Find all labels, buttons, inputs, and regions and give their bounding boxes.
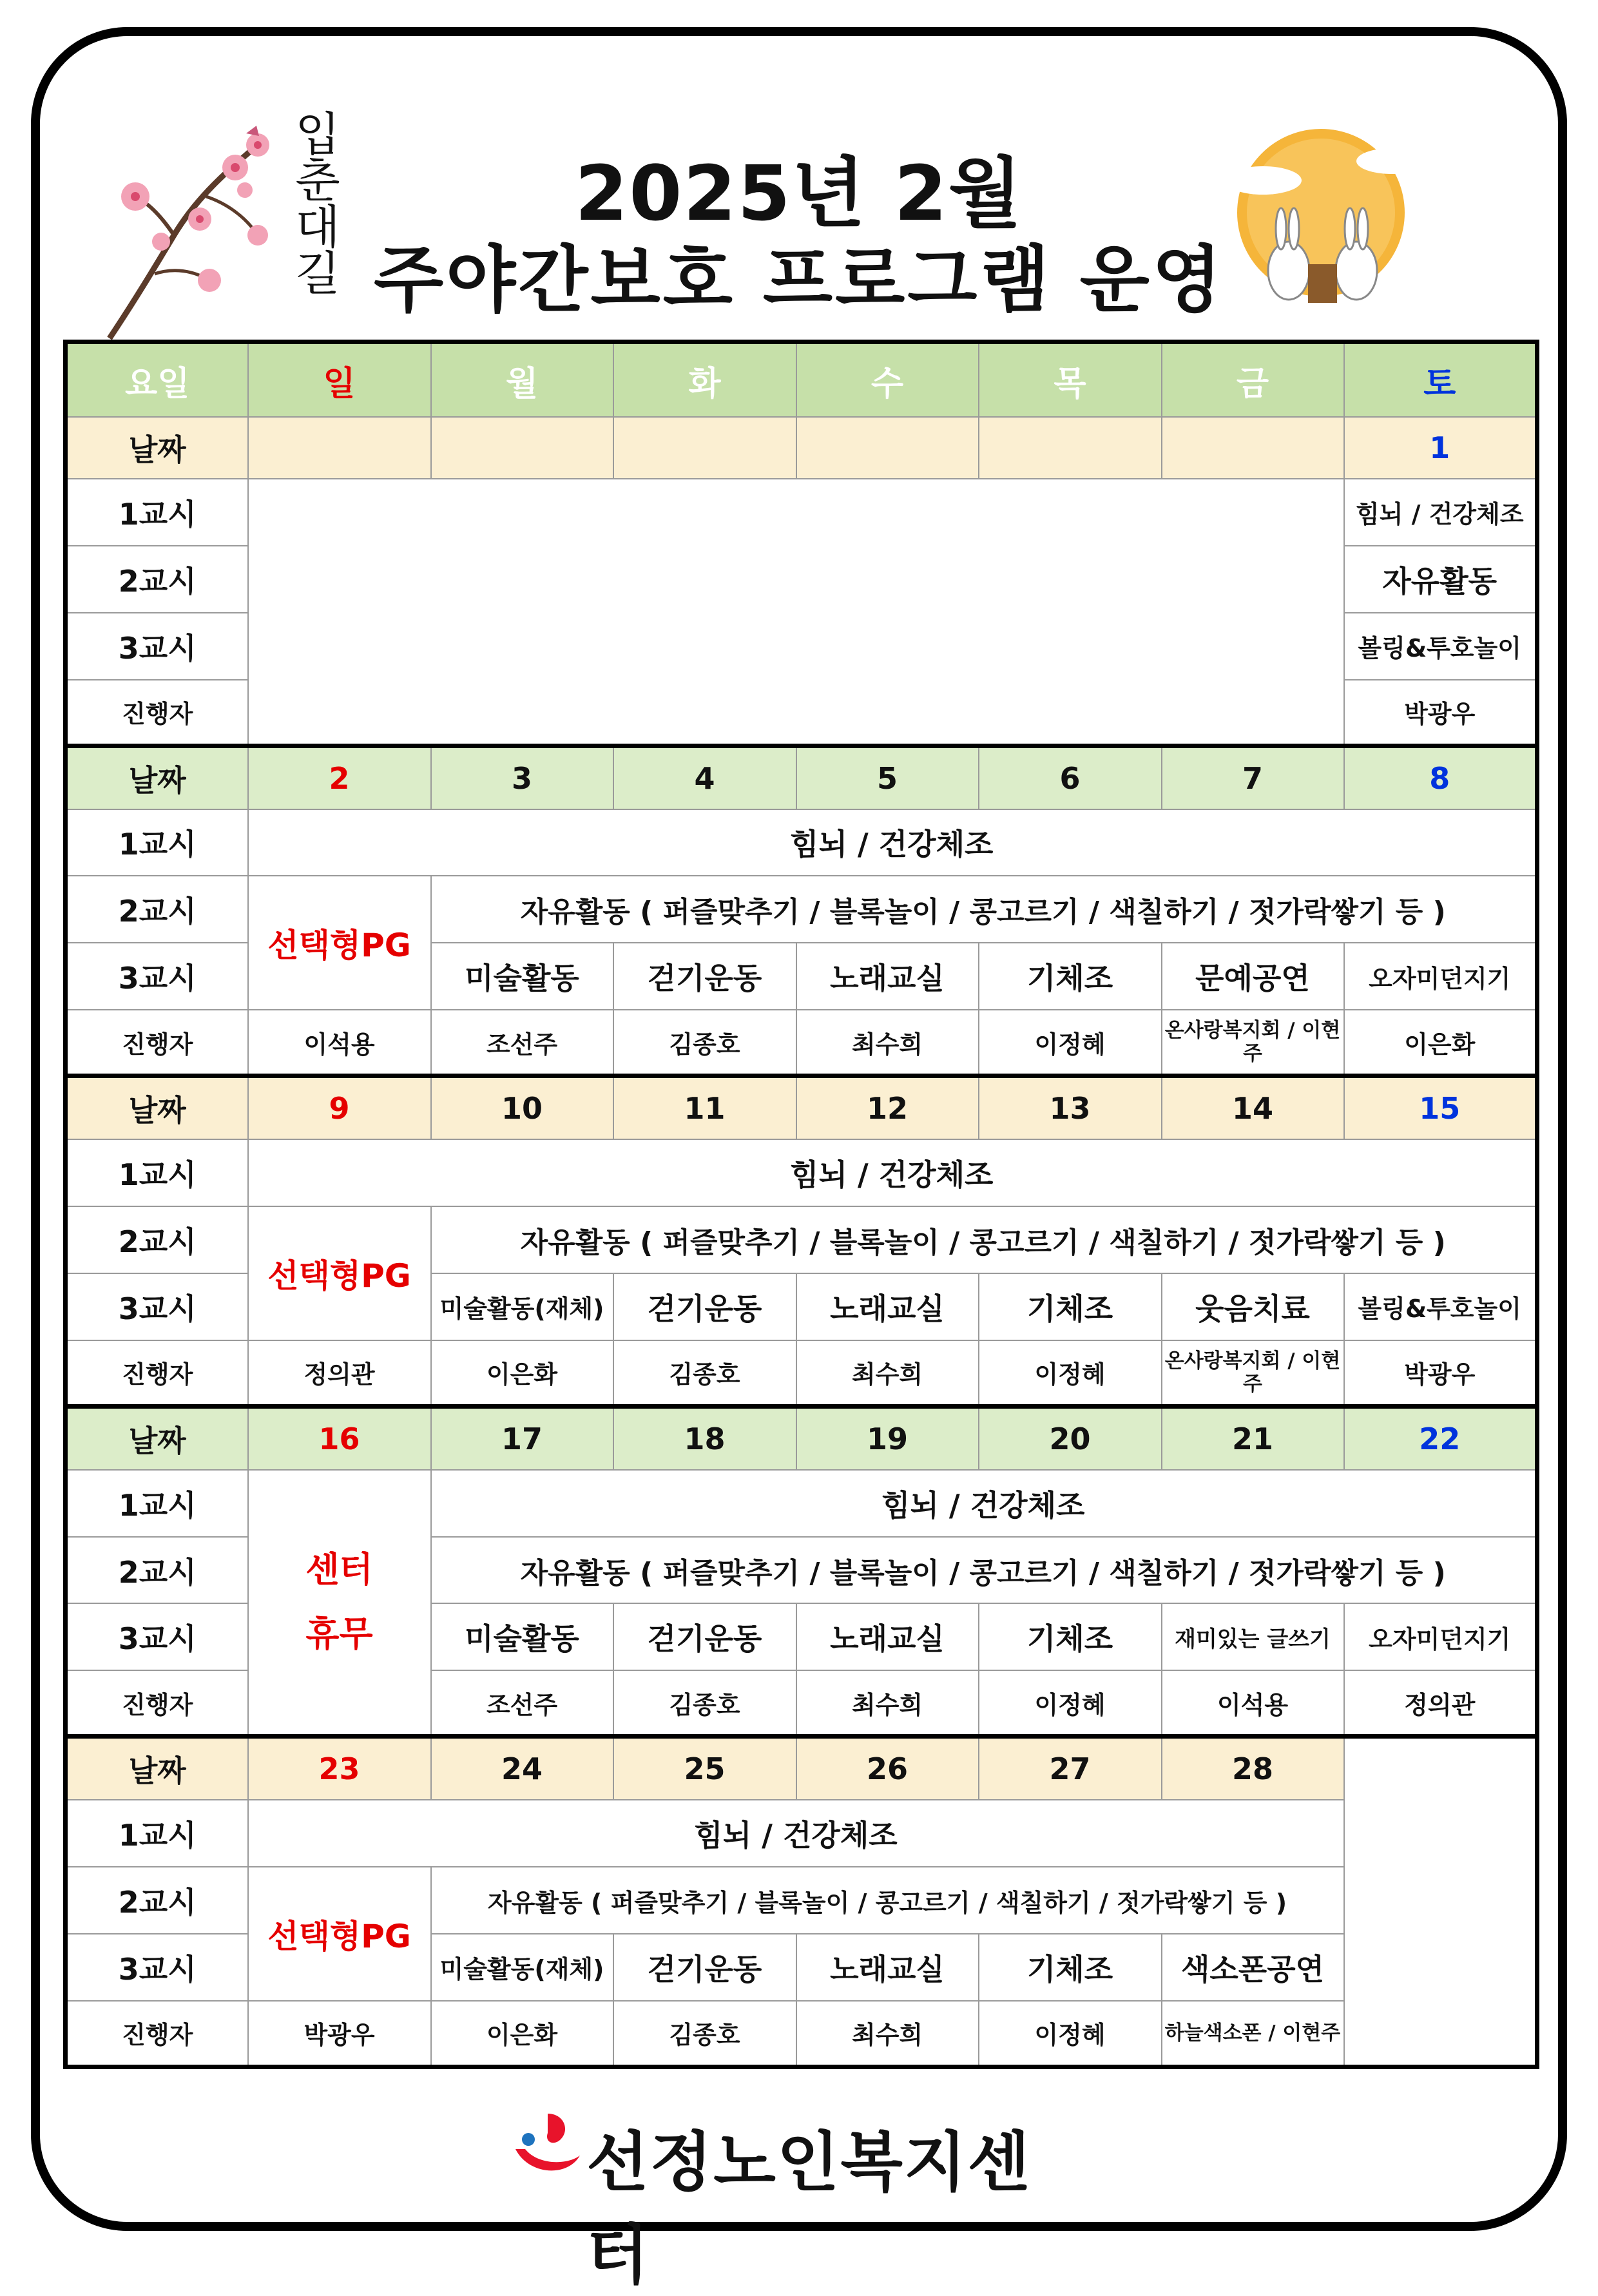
program-cell-wide: 힘뇌 / 건강체조 (248, 809, 1537, 876)
program-cell-wide: 힘뇌 / 건강체조 (431, 1470, 1537, 1537)
program-cell: 노래교실 (796, 1273, 979, 1340)
date-cell: 18 (613, 1406, 796, 1469)
row-label-presenter: 진행자 (66, 1010, 248, 1076)
program-cell: 기체조 (979, 1934, 1162, 2001)
date-cell (431, 417, 613, 479)
program-cell: 미술활동(재체) (431, 1273, 613, 1340)
presenter-cell: 김종호 (613, 1340, 796, 1406)
day-header-sat: 토 (1344, 342, 1537, 418)
presenter-cell: 박광우 (1344, 680, 1537, 746)
row-label-presenter: 진행자 (66, 1670, 248, 1736)
week5-period2-row (66, 1867, 1537, 1934)
row-label-date: 날짜 (66, 1737, 248, 1800)
presenter-cell: 이은화 (431, 1340, 613, 1406)
program-cell-wide: 자유활동 ( 퍼즐맞추기 / 블록놀이 / 콩고르기 / 색칠하기 / 젓가락쌓기 등 ) (431, 1867, 1344, 1934)
presenter-cell: 조선주 (431, 1010, 613, 1076)
program-cell-wide: 힘뇌 / 건강체조 (248, 1800, 1344, 1867)
row-label-p2: 2교시 (66, 1206, 248, 1273)
presenter-cell: 최수희 (796, 1670, 979, 1736)
date-cell: 27 (979, 1737, 1162, 1800)
day-header-mon: 월 (431, 342, 613, 418)
weekday-header-row (66, 342, 1537, 418)
date-cell (248, 417, 431, 479)
presenter-cell: 정의관 (1344, 1670, 1537, 1736)
week2-period1-row (66, 809, 1537, 876)
program-cell: 볼링&투호놀이 (1344, 613, 1537, 680)
date-cell: 14 (1162, 1076, 1344, 1139)
date-cell: 11 (613, 1076, 796, 1139)
presenter-cell: 최수희 (796, 1010, 979, 1076)
date-cell: 5 (796, 746, 979, 809)
program-cell: 노래교실 (796, 943, 979, 1010)
week4-period1-row (66, 1470, 1537, 1537)
date-cell: 13 (979, 1076, 1162, 1139)
program-cell: 오자미던지기 (1344, 943, 1537, 1010)
presenter-cell: 박광우 (1344, 1340, 1537, 1406)
week2-date-row (66, 746, 1537, 809)
week1-date-row (66, 417, 1537, 479)
presenter-cell: 김종호 (613, 1010, 796, 1076)
presenter-cell: 온사랑복지회 / 이현주 (1162, 1340, 1344, 1406)
date-cell: 24 (431, 1737, 613, 1800)
program-cell: 걷기운동 (613, 1273, 796, 1340)
presenter-cell: 이정혜 (979, 1340, 1162, 1406)
date-cell: 22 (1344, 1406, 1537, 1469)
row-label-date: 날짜 (66, 746, 248, 809)
date-cell: 2 (248, 746, 431, 809)
presenter-cell: 하늘색소폰 / 이현주 (1162, 2001, 1344, 2067)
date-cell (796, 417, 979, 479)
program-cell: 색소폰공연 (1162, 1934, 1344, 2001)
presenter-cell: 이은화 (431, 2001, 613, 2067)
week3-presenter-row (66, 1340, 1537, 1406)
presenter-cell: 이은화 (1344, 1010, 1537, 1076)
day-header-tue: 화 (613, 342, 796, 418)
presenter-cell: 최수희 (796, 1340, 979, 1406)
presenter-cell: 박광우 (248, 2001, 431, 2067)
program-cell: 노래교실 (796, 1603, 979, 1670)
presenter-cell: 이정혜 (979, 2001, 1162, 2067)
day-header-thu: 목 (979, 342, 1162, 418)
date-cell (613, 417, 796, 479)
program-cell: 걷기운동 (613, 943, 796, 1010)
schedule-table (63, 340, 1539, 2069)
center-closed-line1: 센터 (305, 1549, 373, 1590)
page-title: 2025년 2월 (575, 149, 1023, 238)
program-cell: 미술활동 (431, 943, 613, 1010)
presenter-cell: 김종호 (613, 2001, 796, 2067)
row-label-p1: 1교시 (66, 1470, 248, 1537)
program-cell: 미술활동(재체) (431, 1934, 613, 2001)
week5-date-row (66, 1737, 1537, 1800)
presenter-cell: 이정혜 (979, 1010, 1162, 1076)
sunday-program-cell: 선택형PG (248, 1867, 431, 2001)
empty-block (248, 479, 1344, 746)
presenter-cell: 김종호 (613, 1670, 796, 1736)
date-cell: 7 (1162, 746, 1344, 809)
week2-period2-row (66, 876, 1537, 943)
empty-saturday-cell (1344, 1737, 1537, 2067)
program-cell: 자유활동 (1344, 546, 1537, 613)
date-cell: 23 (248, 1737, 431, 1800)
corner-label: 요일 (66, 342, 248, 418)
program-cell: 걷기운동 (613, 1934, 796, 2001)
program-cell: 기체조 (979, 1273, 1162, 1340)
program-cell: 기체조 (979, 943, 1162, 1010)
week3-date-row (66, 1076, 1537, 1139)
date-cell: 1 (1344, 417, 1537, 479)
date-cell: 12 (796, 1076, 979, 1139)
row-label-p3: 3교시 (66, 613, 248, 680)
date-cell: 17 (431, 1406, 613, 1469)
page-subtitle: 주야간보호 프로그램 운영 (373, 238, 1225, 322)
presenter-cell: 최수희 (796, 2001, 979, 2067)
date-cell (1162, 417, 1344, 479)
program-cell: 미술활동 (431, 1603, 613, 1670)
row-label-date: 날짜 (66, 1406, 248, 1469)
week5-presenter-row (66, 2001, 1537, 2067)
row-label-p3: 3교시 (66, 1934, 248, 2001)
presenter-cell: 온사랑복지회 / 이현주 (1162, 1010, 1344, 1076)
date-cell: 9 (248, 1076, 431, 1139)
program-cell-wide: 자유활동 ( 퍼즐맞추기 / 블록놀이 / 콩고르기 / 색칠하기 / 젓가락쌓기 등 ) (431, 1206, 1537, 1273)
row-label-p2: 2교시 (66, 1537, 248, 1604)
week3-period2-row (66, 1206, 1537, 1273)
week2-presenter-row (66, 1010, 1537, 1076)
calligraphy-text: 입춘대길 (287, 110, 341, 295)
date-cell: 6 (979, 746, 1162, 809)
presenter-cell: 이석용 (1162, 1670, 1344, 1736)
row-label-p1: 1교시 (66, 1800, 248, 1867)
sunday-program-cell: 선택형PG (248, 1206, 431, 1340)
date-cell: 21 (1162, 1406, 1344, 1469)
date-cell: 19 (796, 1406, 979, 1469)
row-label-date: 날짜 (66, 1076, 248, 1139)
row-label-date: 날짜 (66, 417, 248, 479)
presenter-cell: 정의관 (248, 1340, 431, 1406)
row-label-p1: 1교시 (66, 479, 248, 546)
org-name: 선정노인복지센터 (586, 2125, 1032, 2293)
org-logo (509, 2104, 1089, 2293)
date-cell (979, 417, 1162, 479)
row-label-p3: 3교시 (66, 1273, 248, 1340)
program-cell: 재미있는 글쓰기 (1162, 1603, 1344, 1670)
date-cell: 4 (613, 746, 796, 809)
row-label-p2: 2교시 (66, 546, 248, 613)
row-label-presenter: 진행자 (66, 680, 248, 746)
date-cell: 3 (431, 746, 613, 809)
presenter-cell: 이정혜 (979, 1670, 1162, 1736)
date-cell: 25 (613, 1737, 796, 1800)
date-cell: 15 (1344, 1076, 1537, 1139)
date-cell: 28 (1162, 1737, 1344, 1800)
date-cell: 16 (248, 1406, 431, 1469)
center-closed-cell (248, 1470, 431, 1737)
date-cell: 26 (796, 1737, 979, 1800)
date-cell: 20 (979, 1406, 1162, 1469)
org-logo-icon (509, 2104, 586, 2188)
row-label-presenter: 진행자 (66, 1340, 248, 1406)
program-cell: 걷기운동 (613, 1603, 796, 1670)
week5-period1-row (66, 1800, 1537, 1867)
program-cell: 힘뇌 / 건강체조 (1344, 479, 1537, 546)
row-label-p2: 2교시 (66, 876, 248, 943)
day-header-wed: 수 (796, 342, 979, 418)
presenter-cell: 조선주 (431, 1670, 613, 1736)
program-cell: 기체조 (979, 1603, 1162, 1670)
program-cell: 웃음치료 (1162, 1273, 1344, 1340)
week1-period1-row (66, 479, 1537, 546)
program-cell-wide: 힘뇌 / 건강체조 (248, 1139, 1537, 1206)
day-header-fri: 금 (1162, 342, 1344, 418)
program-cell: 노래교실 (796, 1934, 979, 2001)
sunday-program-cell: 선택형PG (248, 876, 431, 1010)
date-cell: 8 (1344, 746, 1537, 809)
row-label-p3: 3교시 (66, 943, 248, 1010)
row-label-p1: 1교시 (66, 809, 248, 876)
week4-date-row (66, 1406, 1537, 1469)
program-cell: 오자미던지기 (1344, 1603, 1537, 1670)
row-label-presenter: 진행자 (66, 2001, 248, 2067)
row-label-p1: 1교시 (66, 1139, 248, 1206)
week3-period1-row (66, 1139, 1537, 1206)
presenter-cell: 이석용 (248, 1010, 431, 1076)
date-cell: 10 (431, 1076, 613, 1139)
row-label-p3: 3교시 (66, 1603, 248, 1670)
day-header-sun: 일 (248, 342, 431, 418)
program-cell: 볼링&투호놀이 (1344, 1273, 1537, 1340)
program-cell-wide: 자유활동 ( 퍼즐맞추기 / 블록놀이 / 콩고르기 / 색칠하기 / 젓가락쌓기 등 ) (431, 1537, 1537, 1604)
center-closed-line2: 휴무 (305, 1614, 373, 1655)
program-cell: 문예공연 (1162, 943, 1344, 1010)
program-cell-wide: 자유활동 ( 퍼즐맞추기 / 블록놀이 / 콩고르기 / 색칠하기 / 젓가락쌓기 등 ) (431, 876, 1537, 943)
row-label-p2: 2교시 (66, 1867, 248, 1934)
